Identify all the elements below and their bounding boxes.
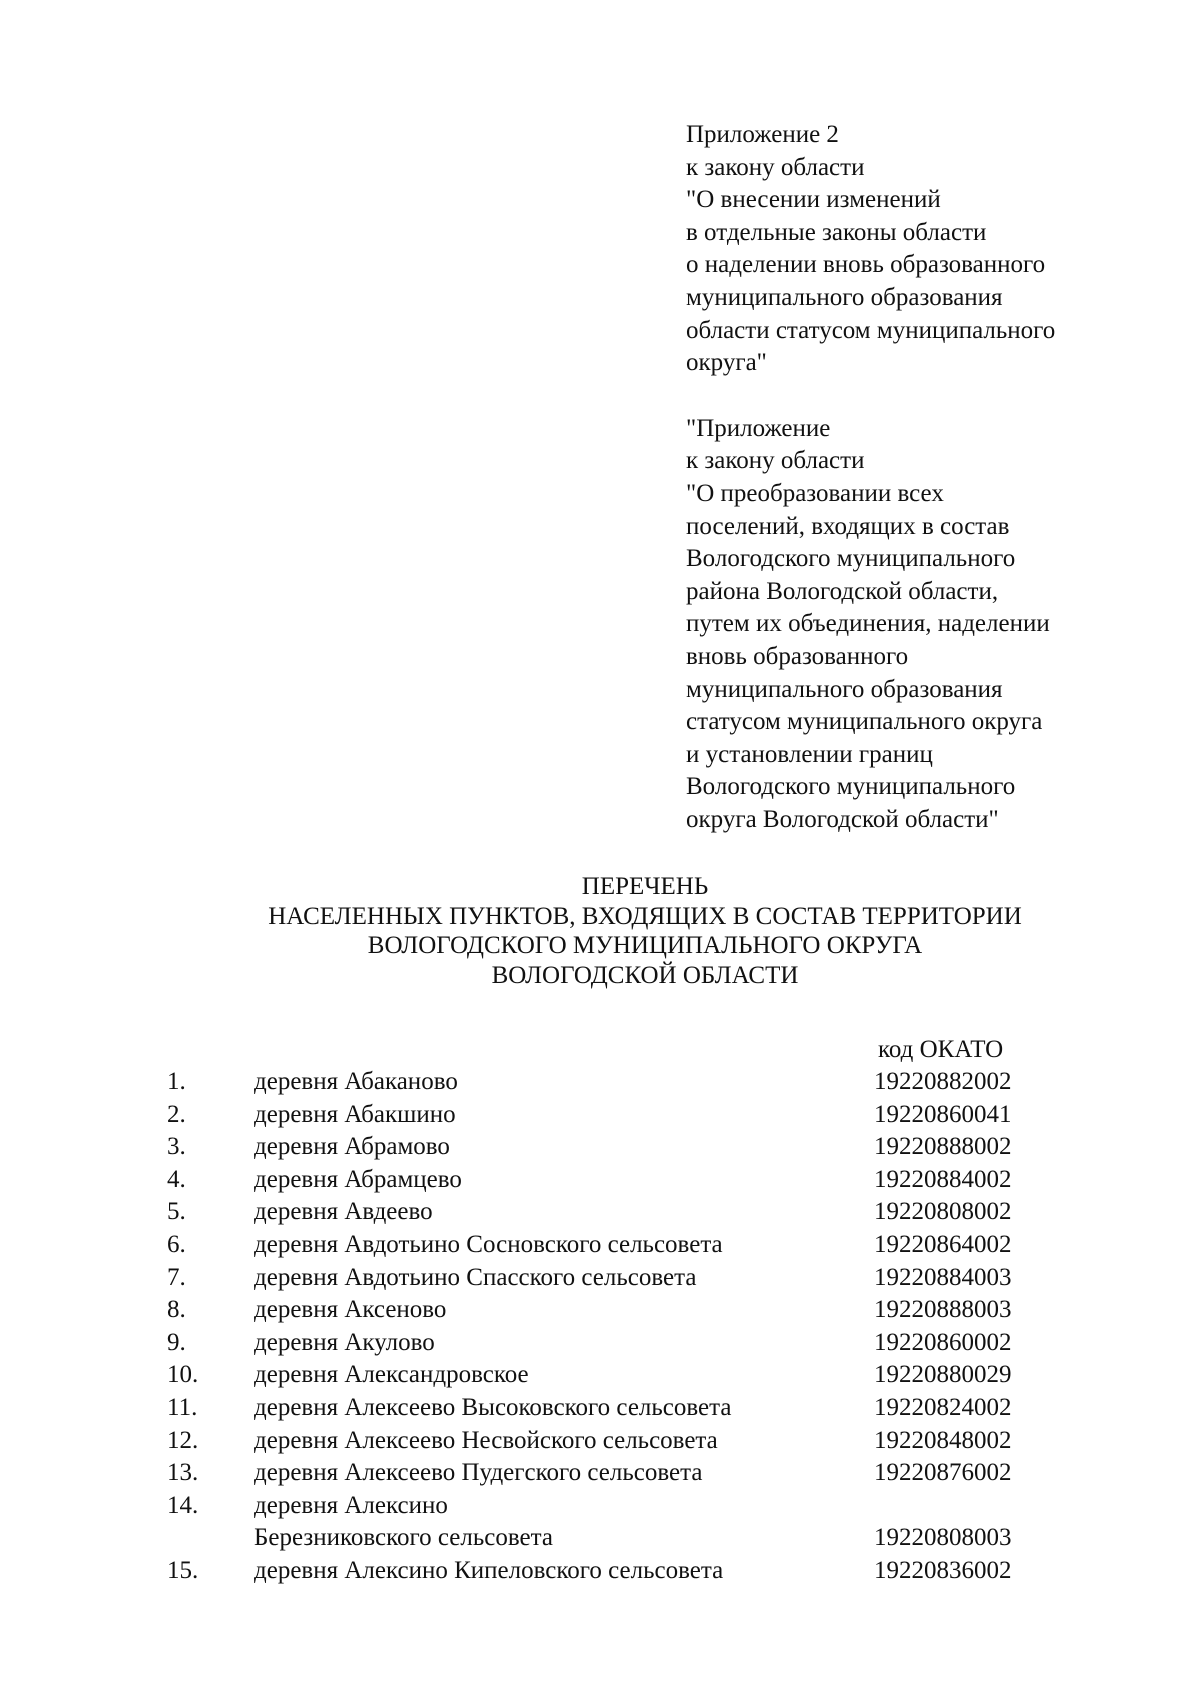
settlement-name-line: деревня Авдеево xyxy=(254,1198,433,1226)
settlement-number: 1. xyxy=(167,1068,186,1095)
settlement-name xyxy=(254,1392,834,1425)
settlement-name-line: деревня Алексино Кипеловского сельсовета xyxy=(254,1556,724,1584)
original-appendix-line: района Вологодской области, xyxy=(686,577,999,605)
settlement-row xyxy=(0,1131,1200,1164)
original-appendix-line: Вологодского муниципального xyxy=(686,545,1016,573)
settlement-name-line: деревня Авдотьино Спасского сельсовета xyxy=(254,1263,697,1291)
okato-code: 19220808003 xyxy=(874,1524,1012,1552)
original-appendix-line: статусом муниципального округа xyxy=(686,708,1043,736)
appendix-header-line: о наделении вновь образованного xyxy=(686,251,1046,279)
settlement-row xyxy=(0,1099,1200,1132)
okato-code: 19220824002 xyxy=(874,1393,1012,1421)
settlement-name xyxy=(254,1425,834,1458)
settlement-name xyxy=(254,1131,834,1164)
settlement-number: 12. xyxy=(167,1426,199,1454)
original-appendix-line: муниципального образования xyxy=(686,675,1003,703)
settlement-name xyxy=(254,1457,834,1490)
settlement-row xyxy=(0,1327,1200,1360)
settlement-number: 6. xyxy=(167,1230,186,1258)
title-line: ВОЛОГОДСКОГО МУНИЦИПАЛЬНОГО ОКРУГА xyxy=(367,932,923,959)
settlement-number: 10. xyxy=(167,1361,199,1389)
settlement-name xyxy=(254,1490,834,1555)
settlement-name-line: деревня Абрамцево xyxy=(254,1165,462,1193)
settlement-list xyxy=(0,1066,1200,1588)
settlement-name-line: деревня Алексеево Высоковского сельсовета xyxy=(254,1393,732,1421)
settlement-name xyxy=(254,1262,834,1295)
okato-code: 19220848002 xyxy=(874,1426,1012,1454)
settlement-name-line: деревня Александровское xyxy=(254,1361,529,1389)
settlement-name xyxy=(254,1359,834,1392)
settlement-number: 2. xyxy=(167,1100,186,1128)
settlement-row xyxy=(0,1490,1200,1555)
okato-code: 19220884003 xyxy=(874,1263,1012,1291)
settlement-row xyxy=(0,1229,1200,1262)
settlement-number: 8. xyxy=(167,1296,186,1324)
original-appendix-line: Вологодского муниципального xyxy=(686,773,1016,801)
settlement-row xyxy=(0,1359,1200,1392)
settlement-name-line: деревня Авдотьино Сосновского сельсовета xyxy=(254,1230,723,1258)
settlement-number: 7. xyxy=(167,1263,186,1291)
settlement-name xyxy=(254,1196,834,1229)
appendix-header-block xyxy=(686,119,1055,836)
settlement-number: 13. xyxy=(167,1459,199,1487)
okato-code: 19220864002 xyxy=(874,1230,1012,1258)
okato-column-header: код ОКАТО xyxy=(878,1036,1004,1063)
okato-code: 19220860041 xyxy=(874,1100,1012,1128)
okato-code: 19220860002 xyxy=(874,1328,1012,1356)
settlement-name xyxy=(254,1327,834,1360)
okato-code: 19220888002 xyxy=(874,1133,1012,1161)
settlement-row xyxy=(0,1066,1200,1099)
settlement-number: 4. xyxy=(167,1165,186,1193)
okato-code: 19220808002 xyxy=(874,1198,1012,1226)
settlement-name-line: деревня Акулово xyxy=(254,1328,435,1356)
settlement-row xyxy=(0,1294,1200,1327)
spacer xyxy=(686,380,1055,413)
settlement-row xyxy=(0,1392,1200,1425)
settlement-name-line: деревня Алексеево Несвойского сельсовета xyxy=(254,1426,718,1454)
settlement-name xyxy=(254,1229,834,1262)
appendix-header-line: муниципального образования xyxy=(686,283,1003,311)
settlement-number: 15. xyxy=(167,1556,199,1584)
original-appendix-line: поселений, входящих в состав xyxy=(686,512,1010,540)
original-appendix-line: путем их объединения, наделении xyxy=(686,610,1050,638)
settlement-number: 3. xyxy=(167,1133,186,1161)
settlement-name xyxy=(254,1555,834,1588)
settlement-number: 5. xyxy=(167,1198,186,1226)
original-appendix-line: округа Вологодской области" xyxy=(686,805,999,833)
settlement-name-line: деревня Абрамово xyxy=(254,1133,450,1161)
settlement-name-line: деревня Алексино xyxy=(254,1491,448,1519)
title-line: ВОЛОГОДСКОЙ ОБЛАСТИ xyxy=(491,961,799,989)
settlement-row xyxy=(0,1555,1200,1588)
settlement-number: 14. xyxy=(167,1491,199,1519)
settlement-name xyxy=(254,1099,834,1132)
original-appendix-line: вновь образованного xyxy=(686,642,909,670)
settlement-row xyxy=(0,1262,1200,1295)
appendix-header-line: в отдельные законы области xyxy=(686,218,987,246)
settlement-row xyxy=(0,1164,1200,1197)
original-appendix-line: к закону области xyxy=(686,447,865,475)
settlement-name xyxy=(254,1164,834,1197)
okato-code: 19220836002 xyxy=(874,1556,1012,1584)
original-appendix-line: "Приложение xyxy=(686,414,831,442)
original-appendix-line: "О преобразовании всех xyxy=(686,479,944,507)
settlement-number: 9. xyxy=(167,1328,186,1356)
settlement-name-line: деревня Аксеново xyxy=(254,1296,447,1324)
appendix-header-line: области статусом муниципального xyxy=(686,316,1056,344)
title-line: НАСЕЛЕННЫХ ПУНКТОВ, ВХОДЯЩИХ В СОСТАВ ТЕРРИТОРИИ xyxy=(268,902,1022,930)
settlement-name-line: деревня Алексеево Пудегского сельсовета xyxy=(254,1459,703,1487)
okato-code: 19220882002 xyxy=(874,1068,1012,1095)
settlement-row xyxy=(0,1196,1200,1229)
settlement-name-line: деревня Абакшино xyxy=(254,1100,456,1128)
okato-code: 19220880029 xyxy=(874,1361,1012,1389)
document-title xyxy=(0,872,1200,990)
appendix-header-line: к закону области xyxy=(686,153,865,181)
settlement-name-line: Березниковского сельсовета xyxy=(254,1524,553,1552)
original-appendix-line: и установлении границ xyxy=(686,740,933,768)
settlement-name xyxy=(254,1066,834,1099)
appendix-header-line: Приложение 2 xyxy=(686,121,839,148)
okato-code: 19220876002 xyxy=(874,1459,1012,1487)
appendix-header-line: округа" xyxy=(686,349,767,377)
settlement-row xyxy=(0,1457,1200,1490)
appendix-header-line: "О внесении изменений xyxy=(686,186,941,214)
settlement-row xyxy=(0,1425,1200,1458)
settlement-name xyxy=(254,1294,834,1327)
okato-code: 19220888003 xyxy=(874,1296,1012,1324)
settlement-name-line: деревня Абаканово xyxy=(254,1068,458,1095)
settlement-number: 11. xyxy=(167,1393,198,1421)
okato-code: 19220884002 xyxy=(874,1165,1012,1193)
title-line: ПЕРЕЧЕНЬ xyxy=(581,873,709,900)
